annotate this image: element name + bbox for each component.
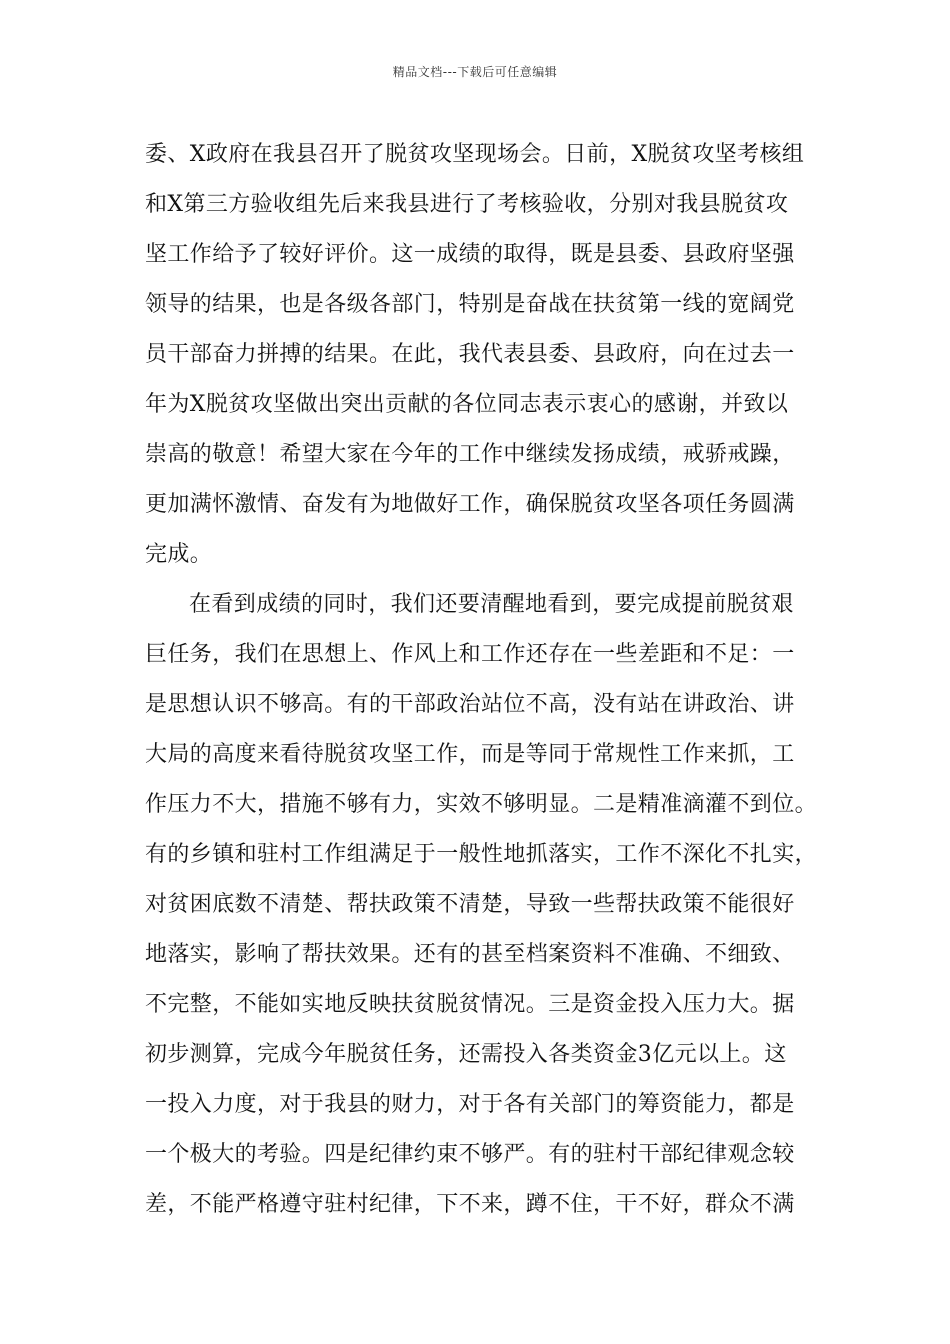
text-line: 更加满怀激情、奋发有为地做好工作，确保脱贫攻坚各项任务圆满	[145, 492, 795, 517]
text-line: 作压力不大，措施不够有力，实效不够明显。二是精准滴灌不到位。	[145, 792, 818, 817]
text-line: 领导的结果，也是各级各部门，特别是奋战在扶贫第一线的宽阔党	[145, 292, 795, 317]
page-header: 精品文档---下载后可任意编辑	[392, 65, 558, 79]
text-line: 是思想认识不够高。有的干部政治站位不高，没有站在讲政治、讲	[145, 692, 795, 717]
text-line: 坚工作给予了较好评价。这一成绩的取得，既是县委、县政府坚强	[145, 242, 795, 267]
text-line: 有的乡镇和驻村工作组满足于一般性地抓落实，工作不深化不扎实，	[145, 842, 818, 867]
text-line: 不完整，不能如实地反映扶贫脱贫情况。三是资金投入压力大。据	[145, 992, 795, 1017]
text-line: 委、X政府在我县召开了脱贫攻坚现场会。日前，X脱贫攻坚考核组	[145, 142, 805, 167]
text-line-first: 在看到成绩的同时，我们还要清醒地看到，要完成提前脱贫艰	[189, 592, 794, 617]
text-line: 完成。	[145, 542, 213, 567]
paragraph-1	[145, 130, 835, 580]
text-line: 一个极大的考验。四是纪律约束不够严。有的驻村干部纪律观念较	[145, 1142, 795, 1167]
text-line: 大局的高度来看待脱贫攻坚工作，而是等同于常规性工作来抓，工	[145, 742, 795, 767]
text-line: 和X第三方验收组先后来我县进行了考核验收，分别对我县脱贫攻	[145, 192, 789, 217]
text-line: 一投入力度，对于我县的财力，对于各有关部门的筹资能力，都是	[145, 1092, 795, 1117]
text-line: 初步测算，完成今年脱贫任务，还需投入各类资金3亿元以上。这	[145, 1042, 787, 1067]
document-body	[145, 130, 835, 1230]
text-line: 崇高的敬意！希望大家在今年的工作中继续发扬成绩，戒骄戒躁，	[145, 442, 795, 467]
paragraph-2	[145, 580, 835, 1230]
text-line: 巨任务，我们在思想上、作风上和工作还存在一些差距和不足：一	[145, 642, 795, 667]
text-line: 员干部奋力拼搏的结果。在此，我代表县委、县政府，向在过去一	[145, 342, 795, 367]
text-line: 差，不能严格遵守驻村纪律，下不来，蹲不住，干不好，群众不满	[145, 1192, 795, 1217]
text-line: 对贫困底数不清楚、帮扶政策不清楚，导致一些帮扶政策不能很好	[145, 892, 795, 917]
text-line: 年为X脱贫攻坚做出突出贡献的各位同志表示衷心的感谢，并致以	[145, 392, 789, 417]
text-line: 地落实，影响了帮扶效果。还有的甚至档案资料不准确、不细致、	[145, 942, 795, 967]
